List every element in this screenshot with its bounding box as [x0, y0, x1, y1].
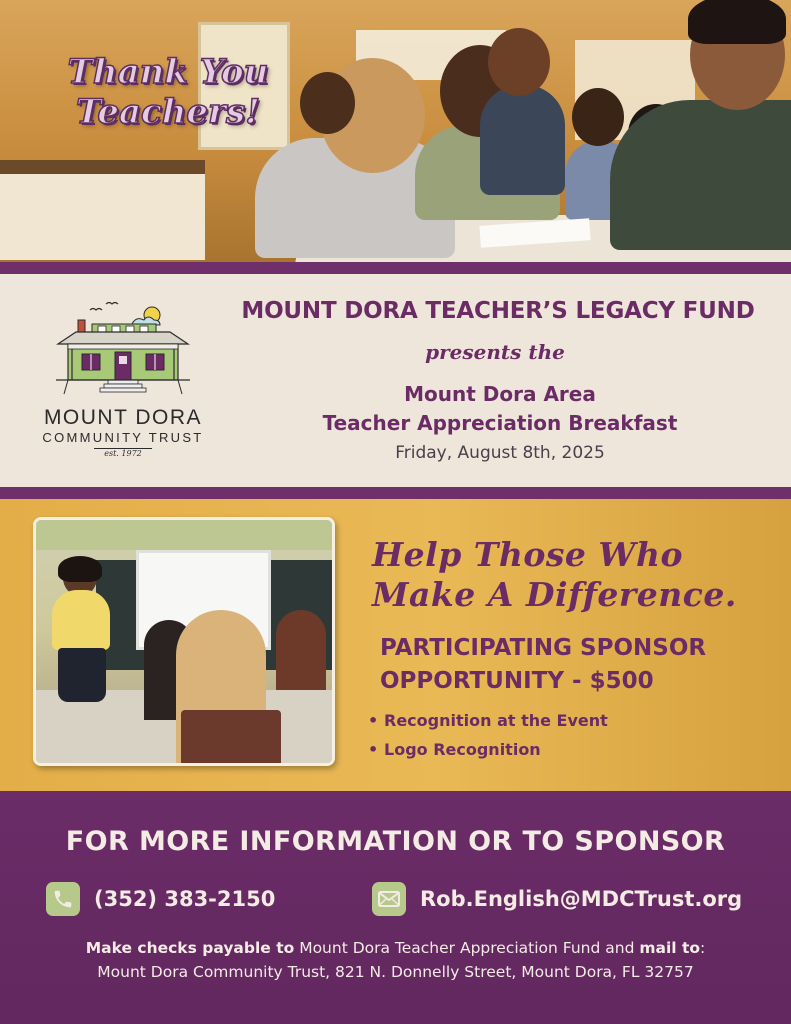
logo-established-text: est. 1972	[94, 448, 152, 458]
thank-you-line1: Thank You	[67, 52, 269, 92]
student-chair	[181, 710, 281, 766]
email-address[interactable]: Rob.English@MDCTrust.org	[420, 887, 743, 911]
checks-mail-label: mail to	[639, 939, 701, 957]
payment-instructions	[0, 936, 791, 984]
teacher-skirt	[58, 648, 106, 702]
appeal-line1: Help Those Who	[372, 535, 683, 574]
sponsor-line2: OPPORTUNITY - $500	[380, 668, 654, 694]
counter	[0, 160, 205, 260]
sponsor-line1: PARTICIPATING SPONSOR	[380, 635, 707, 661]
classroom-photo	[33, 517, 335, 766]
event-date: Friday, August 8th, 2025	[395, 443, 605, 463]
benefit-text: Logo Recognition	[384, 740, 541, 759]
presents-text: presents the	[425, 340, 565, 364]
phone-icon-glyph	[52, 888, 74, 910]
logo-subtitle: COMMUNITY TRUST	[42, 430, 204, 445]
bullet-icon: •	[368, 711, 379, 730]
counter-top	[0, 160, 205, 174]
benefit-text: Recognition at the Event	[384, 711, 608, 730]
phone-number[interactable]: (352) 383-2150	[94, 887, 276, 911]
student-figure	[276, 610, 326, 690]
payment-line1	[0, 936, 791, 960]
divider-bar	[0, 487, 791, 499]
envelope-icon	[372, 882, 406, 916]
bullet-icon: •	[368, 740, 379, 759]
list-item	[368, 735, 668, 764]
checks-address: Mount Dora Community Trust, 821 N. Donnelly Street, Mount Dora, FL 32757	[97, 963, 694, 981]
teacher-figure	[52, 590, 110, 650]
child-figure	[480, 85, 565, 195]
teacher-hair	[58, 556, 102, 582]
teacher-figure	[610, 100, 791, 250]
house-logo-icon	[28, 298, 218, 403]
child-head	[488, 28, 550, 96]
community-trust-logo	[28, 298, 218, 468]
appeal-line2: Make A Difference.	[372, 575, 737, 614]
list-item	[368, 706, 668, 735]
envelope-icon-glyph	[378, 891, 400, 907]
event-title-line2: Teacher Appreciation Breakfast	[322, 411, 678, 435]
child-head	[572, 88, 624, 146]
footer-heading: FOR MORE INFORMATION OR TO SPONSOR	[65, 826, 726, 857]
appeal-headline	[372, 535, 782, 615]
child-head	[300, 72, 355, 134]
organizer-heading: MOUNT DORA TEACHER’S LEGACY FUND	[241, 298, 755, 324]
phone-contact[interactable]	[46, 880, 275, 918]
divider-bar	[0, 262, 791, 274]
checks-payee: Mount Dora Teacher Appreciation Fund and	[294, 939, 640, 957]
teacher-hair	[688, 0, 786, 44]
checks-colon: :	[700, 939, 706, 957]
thank-you-headline	[48, 52, 288, 132]
classroom-wall	[36, 520, 332, 550]
logo-established	[28, 449, 218, 458]
sponsor-offer	[380, 632, 760, 698]
event-title-line1: Mount Dora Area	[404, 382, 596, 406]
logo-name: MOUNT DORA	[43, 406, 203, 429]
thank-you-line2: Teachers!	[75, 92, 261, 132]
checks-prefix: Make checks payable to	[85, 939, 295, 957]
email-contact[interactable]	[372, 880, 742, 918]
benefits-list	[368, 706, 668, 764]
phone-icon	[46, 882, 80, 916]
